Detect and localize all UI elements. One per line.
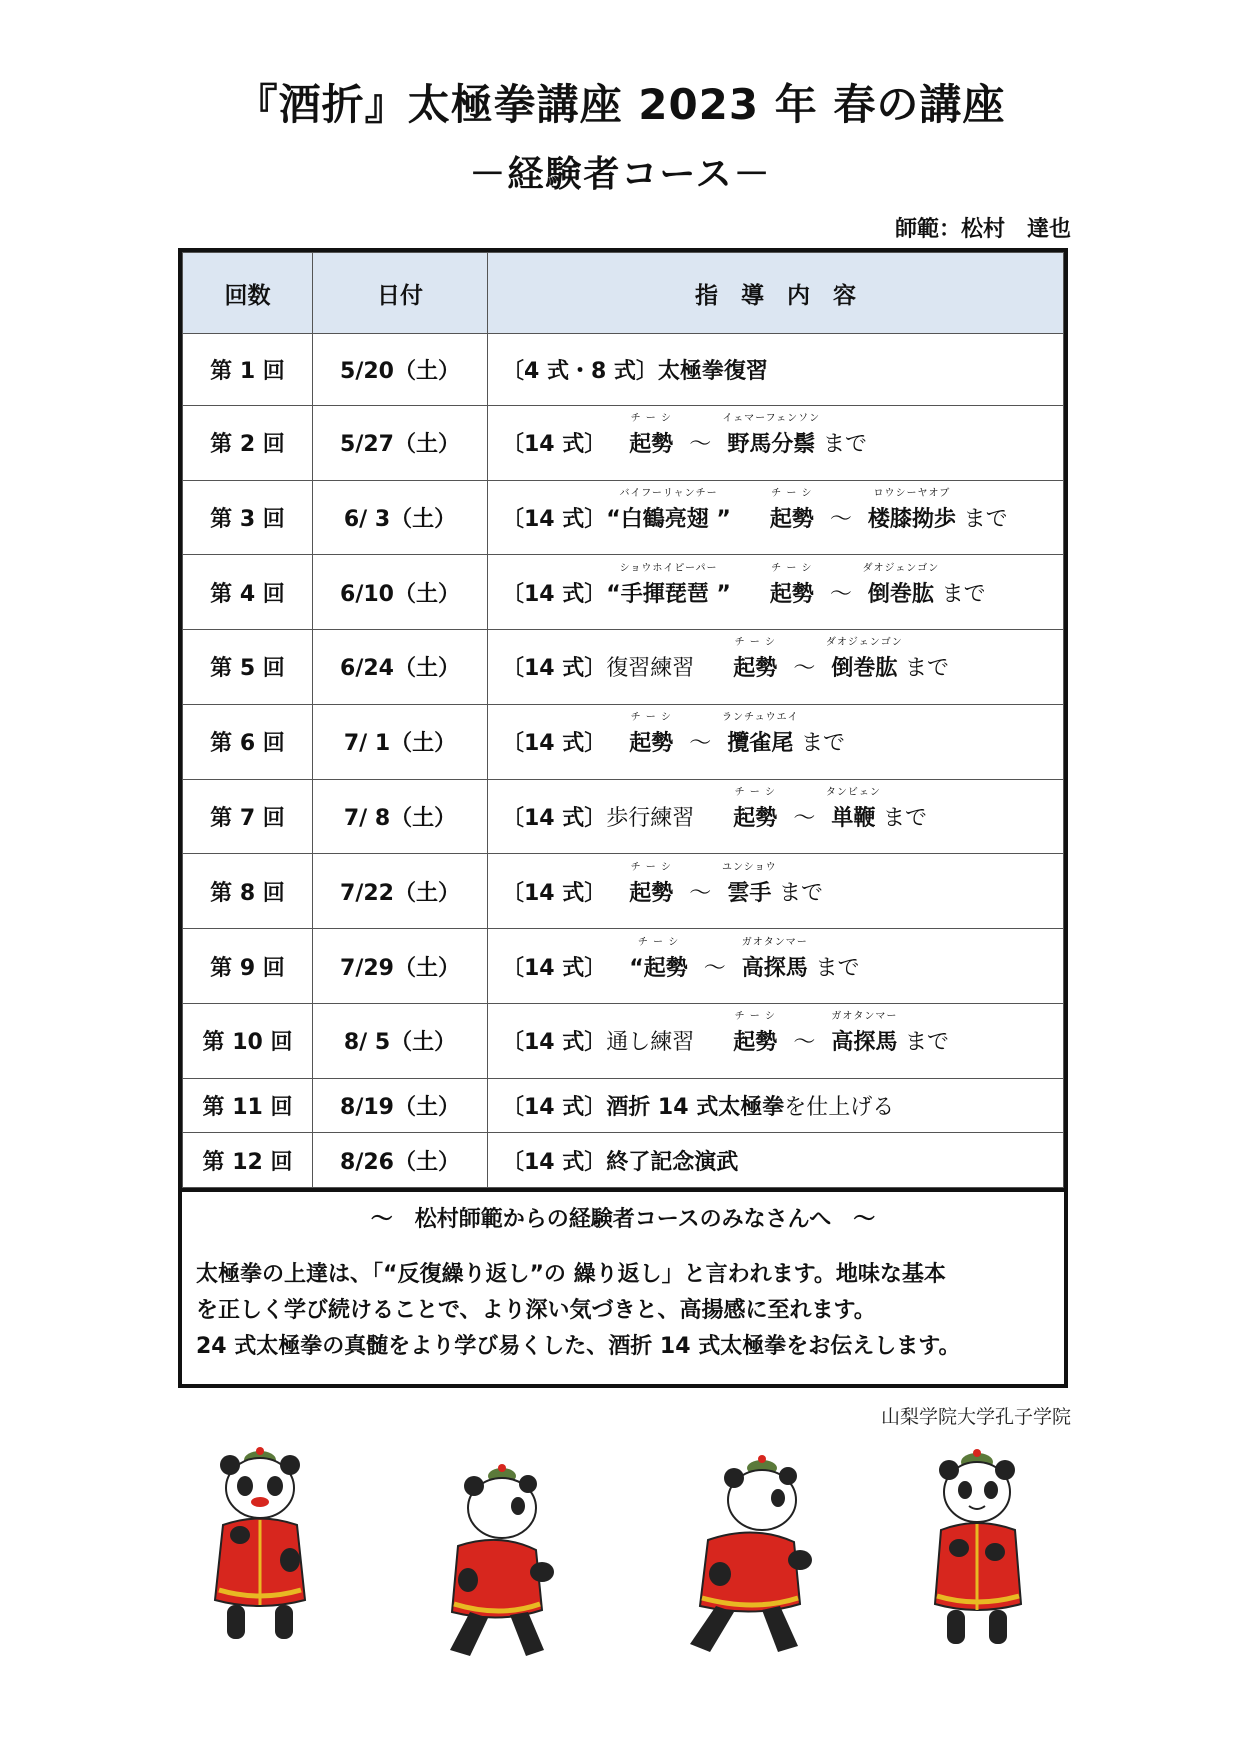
form-reading: ガオタンマー: [741, 936, 808, 948]
form-name-start: チ ー シ 起勢: [733, 651, 777, 682]
table-row: [183, 854, 1064, 929]
session-number: 第 7 回: [183, 779, 313, 854]
table-row: [183, 630, 1064, 705]
range-tilde: ～: [703, 955, 726, 981]
session-date: 7/ 8（土）: [313, 779, 488, 854]
message-line: 24 式太極拳の真髄をより学び易くした、酒折 14 式太極拳をお伝えします。: [196, 1334, 961, 1359]
message-body: [182, 1257, 1064, 1365]
table-row: [183, 779, 1064, 854]
session-content: [488, 1004, 1064, 1079]
session-number: 第 5 回: [183, 630, 313, 705]
message-title: ～ 松村師範からの経験者コースのみなさんへ ～: [370, 1207, 876, 1232]
content-suffix: を仕上げる: [784, 1095, 895, 1121]
table-row: [183, 1004, 1064, 1079]
session-number: 第 1 回: [183, 334, 313, 406]
page-subtitle: －経験者コース－: [469, 154, 772, 195]
schedule-table: [178, 248, 1068, 1192]
session-date: 8/26（土）: [313, 1133, 488, 1188]
content-prefix: 〔4 式・8 式〕太極拳復習: [502, 358, 768, 384]
form-reading: チ ー シ: [630, 712, 672, 724]
table-header-row: [183, 253, 1064, 334]
content-suffix: まで: [801, 731, 846, 757]
session-number: 第 10 回: [183, 1004, 313, 1079]
content-prefix: 〔14 式〕: [502, 731, 607, 757]
session-content: [488, 929, 1064, 1004]
form-reading: バイフーリャンチー: [619, 487, 718, 499]
session-date: 7/29（土）: [313, 929, 488, 1004]
panda-icon: [430, 1460, 570, 1670]
session-number: 第 2 回: [183, 405, 313, 480]
range-tilde: ～: [829, 581, 852, 607]
session-number: 第 6 回: [183, 704, 313, 779]
form-name-start: チ ー シ 起勢: [629, 876, 673, 907]
table-row: [183, 480, 1064, 555]
panda-icon: [205, 1440, 315, 1650]
range-tilde: ～: [689, 880, 712, 906]
range-tilde: ～: [793, 806, 816, 832]
range-tilde: ～: [689, 731, 712, 757]
range-tilde: ～: [793, 656, 816, 682]
table-row: [183, 704, 1064, 779]
form-reading: ユンショウ: [722, 861, 777, 873]
form-name-end: ユンショウ 雲手: [727, 876, 771, 907]
session-number: 第 8 回: [183, 854, 313, 929]
content-suffix: まで: [815, 955, 860, 981]
range-tilde: ～: [829, 506, 852, 532]
form-reading: ロウシーヤオブ: [873, 487, 951, 499]
page-title: 『酒折』太極拳講座 2023 年 春の講座: [235, 80, 1006, 129]
content-prefix: 〔14 式〕終了記念演武: [502, 1149, 739, 1175]
form-name-end: ガオタンマー 高探馬: [831, 1025, 897, 1056]
form-reading: ガオタンマー: [831, 1011, 898, 1023]
content-suffix: まで: [941, 581, 986, 607]
form-reading: チ ー シ: [630, 861, 672, 873]
session-date: 6/24（土）: [313, 630, 488, 705]
form-name-start: チ ー シ 起勢: [629, 726, 673, 757]
session-number: 第 3 回: [183, 480, 313, 555]
form-name-end: ガオタンマー 高探馬: [742, 951, 808, 982]
session-content: [488, 630, 1064, 705]
session-content: [488, 854, 1064, 929]
panda-illustrations: [0, 1440, 1241, 1730]
instructor-name: 師範：松村 達也: [894, 217, 1071, 242]
session-number: 第 11 回: [183, 1078, 313, 1133]
form-reading: イェマーフェンソン: [722, 413, 821, 425]
session-number: 第 9 回: [183, 929, 313, 1004]
session-content: [488, 555, 1064, 630]
content-prefix: 〔14 式〕: [502, 880, 607, 906]
content-suffix: まで: [883, 806, 928, 832]
form-name-start: チ ー シ 起勢: [733, 1025, 777, 1056]
message-line: を正しく学び続けることで、より深い気づきと、高揚感に至れます。: [196, 1298, 876, 1323]
session-content: [488, 704, 1064, 779]
form-name-start: チ ー シ “起勢: [629, 951, 687, 982]
session-date: 5/20（土）: [313, 334, 488, 406]
session-number: 第 4 回: [183, 555, 313, 630]
content-prefix: 〔14 式〕: [502, 432, 607, 458]
session-date: 6/ 3（土）: [313, 480, 488, 555]
table-row: [183, 405, 1064, 480]
content-suffix: まで: [963, 506, 1008, 532]
form-name-end: ロウシーヤオブ 楼膝拗歩: [868, 502, 956, 533]
session-date: 6/10（土）: [313, 555, 488, 630]
content-suffix: まで: [823, 432, 868, 458]
session-content: [488, 1078, 1064, 1133]
form-reading: チ ー シ: [734, 787, 776, 799]
session-date: 5/27（土）: [313, 405, 488, 480]
form-name-end: ダオジェンゴン 倒巻肱: [831, 651, 897, 682]
content-suffix: まで: [779, 880, 824, 906]
table-row: [183, 334, 1064, 406]
form-reading: チ ー シ: [630, 413, 672, 425]
message-box: [178, 1192, 1068, 1388]
session-number: 第 12 回: [183, 1133, 313, 1188]
form-name-start: チ ー シ 起勢: [733, 801, 777, 832]
header-content: 指 導 内 容: [488, 253, 1064, 334]
session-date: 7/ 1（土）: [313, 704, 488, 779]
form-reading: ダオジェンゴン: [825, 637, 903, 649]
form-reading: チ ー シ: [771, 562, 813, 574]
session-content: [488, 1133, 1064, 1188]
form-reading: ショウホイピーパー: [619, 562, 718, 574]
content-prefix: 〔14 式〕: [502, 806, 607, 832]
content-prefix: 〔14 式〕: [502, 581, 607, 607]
practice-type: 歩行練習: [606, 806, 695, 832]
form-name-start: チ ー シ 起勢: [629, 427, 673, 458]
form-reading: チ ー シ: [734, 1011, 776, 1023]
form-name-start: チ ー シ 起勢: [770, 577, 814, 608]
form-name-end: イェマーフェンソン 野馬分鬃: [727, 427, 815, 458]
content-prefix: 〔14 式〕酒折 14 式太極拳: [502, 1095, 785, 1121]
form-reading: ダオジェンゴン: [862, 562, 940, 574]
panda-icon: [670, 1448, 820, 1663]
form-reading: チ ー シ: [771, 487, 813, 499]
form-name-end: ランチュウエイ 攬雀尾: [727, 726, 793, 757]
session-content: [488, 779, 1064, 854]
message-line: 太極拳の上達は、「“反復繰り返し”の 繰り返し」と言われます。地味な基本: [196, 1262, 946, 1287]
form-reading: ランチュウエイ: [721, 712, 799, 724]
session-date: 7/22（土）: [313, 854, 488, 929]
session-date: 8/19（土）: [313, 1078, 488, 1133]
form-name-start: チ ー シ 起勢: [770, 502, 814, 533]
session-content: [488, 480, 1064, 555]
header-session: 回数: [183, 253, 313, 334]
form-name-end: ダオジェンゴン 倒巻肱: [868, 577, 934, 608]
form-name: バイフーリャンチー “白鶴亮翅 ”: [606, 502, 731, 533]
session-content: [488, 334, 1064, 406]
practice-type: 通し練習: [606, 1030, 695, 1056]
form-reading: タンビェン: [825, 787, 881, 799]
range-tilde: ～: [689, 432, 712, 458]
table-row: [183, 555, 1064, 630]
session-content: [488, 405, 1064, 480]
content-prefix: 〔14 式〕: [502, 656, 607, 682]
header-date: 日付: [313, 253, 488, 334]
form-name-end: タンビェン 単鞭: [831, 801, 875, 832]
content-suffix: まで: [905, 1030, 950, 1056]
practice-type: 復習練習: [606, 656, 695, 682]
form-reading: チ ー シ: [734, 637, 776, 649]
session-date: 8/ 5（土）: [313, 1004, 488, 1079]
content-prefix: 〔14 式〕: [502, 506, 607, 532]
range-tilde: ～: [793, 1030, 816, 1056]
table-row: [183, 1133, 1064, 1188]
table-row: [183, 929, 1064, 1004]
form-reading: チ ー シ: [637, 936, 680, 948]
panda-icon: [925, 1440, 1035, 1655]
table-row: [183, 1078, 1064, 1133]
form-name: ショウホイピーパー “手揮琵琶 ”: [606, 577, 731, 608]
footer-organization: 山梨学院大学孔子学院: [880, 1406, 1071, 1428]
content-suffix: まで: [905, 656, 950, 682]
content-prefix: 〔14 式〕: [502, 1030, 607, 1056]
content-prefix: 〔14 式〕: [502, 955, 607, 981]
